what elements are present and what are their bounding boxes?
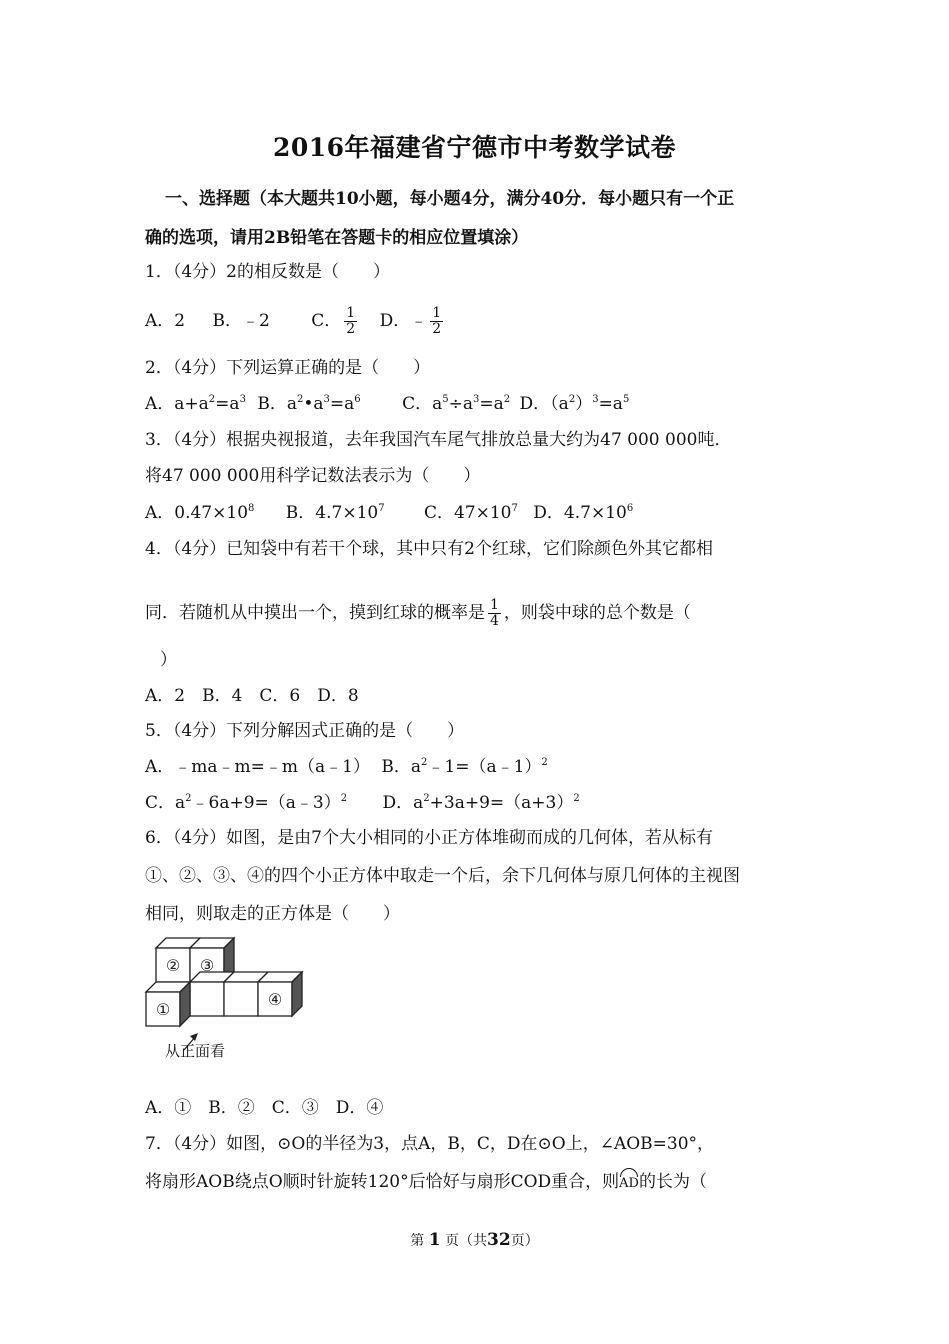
q4-line3: ） <box>160 650 177 670</box>
q3-line1: 3．（4分）根据央视报道，去年我国汽车尾气排放总量大约为47 000 000吨． <box>145 430 732 450</box>
q5-option-c: C．$a^2﹣6a+9=(a﹣3)^2$ <box>145 793 348 813</box>
figure-caption: 从正面看 <box>165 1042 226 1060</box>
q5-options-cd <box>145 791 580 815</box>
q1-options <box>145 306 446 337</box>
q5-options-ab <box>145 755 548 779</box>
q4-line1: 4．（4分）已知袋中有若干个球，其中只有2个红球，它们除颜色外其它都相 <box>145 539 713 559</box>
q5-option-a: A．﹣ma﹣m=﹣m（a﹣1） <box>145 757 370 777</box>
q2-stem: 2．（4分）下列运算正确的是（ ） <box>145 358 431 378</box>
q2-option-b: B．$a^2•a^3=a^6$ <box>257 394 361 414</box>
page-title: 2016年福建省宁德市中考数学试卷 <box>272 133 677 162</box>
q4-line2: 同．若随机从中摸出一个，摸到红球的概率是 $\frac{1}{4}$ ，则袋中球的总个数是（ <box>145 597 691 629</box>
q6-line2: ①、②、③、④的四个小正方体中取走一个后，余下几何体与原几何体的主视图 <box>145 866 740 886</box>
q6-options: A．① B．② C．③ D．④ <box>145 1098 384 1118</box>
q2-options <box>145 392 629 416</box>
q5-option-b: B．$a^2﹣1=(a﹣1)^2$ <box>381 757 548 777</box>
q4-options: A．2 B．4 C．6 D．8 <box>145 686 359 706</box>
q1-option-c: C． <box>311 311 342 331</box>
q6-line1: 6．（4分）如图，是由7个大小相同的小正方体堆砌而成的几何体，若从标有 <box>145 828 713 848</box>
cube-label-4: ④ <box>267 990 283 1009</box>
q3-option-b: B．$4.7\times 10^7$ <box>285 503 385 523</box>
q2-option-d: D．$(a^2)^3=a^5$ <box>519 394 630 414</box>
q2-option-a: A．$a+a^2=a^3$ <box>145 394 246 414</box>
page-footer: 第 1 页（共32页） <box>410 1230 539 1250</box>
section-heading-line2: 确的选项，请用2B铅笔在答题卡的相应位置填涂） <box>145 228 529 248</box>
q5-stem: 5．（4分）下列分解因式正确的是（ ） <box>145 721 465 741</box>
q1-option-d: D．﹣ <box>379 311 428 331</box>
q1-option-a: A．2 <box>145 311 186 331</box>
q7-line2: 将扇形AOB绕点O顺时针旋转120°后恰好与扇形COD重合，则AD的长为（ <box>145 1170 707 1196</box>
total-pages: 32 <box>487 1230 511 1250</box>
q3-options <box>145 501 633 525</box>
page-number: 1 <box>428 1230 441 1250</box>
q2-option-c: C．$a^5\div a^3=a^2$ <box>402 394 511 414</box>
q4-fraction: $\frac{1}{4}$ <box>490 597 499 629</box>
section-heading-line1: 一、选择题（本大题共10小题，每小题4分，满分40分．每小题只有一个正 <box>165 189 735 209</box>
q3-option-a: A．$0.47\times 10^8$ <box>145 503 255 523</box>
q3-option-c: C．$47\times 10^7$ <box>423 503 518 523</box>
cube-label-3: ③ <box>199 956 215 975</box>
arc-ad-label: AD <box>619 1172 639 1196</box>
q1-fraction-c: $\frac{1}{2}$ <box>346 305 356 337</box>
q1-option-b: B．﹣2 <box>212 311 270 331</box>
q7-line1: 7．（4分）如图，⊙O的半径为3，点A，B，C，D在⊙O上，∠AOB=30°， <box>145 1134 715 1154</box>
q6-line3: 相同，则取走的正方体是（ ） <box>145 904 400 924</box>
q3-line2: 将47 000 000用科学记数法表示为（ ） <box>145 466 481 486</box>
cube-label-2: ② <box>165 956 181 975</box>
q1-fraction-d: $\frac{1}{2}$ <box>432 305 442 337</box>
cube-front-b2 <box>190 982 224 1016</box>
q3-option-d: D．$4.7\times 10^6$ <box>533 503 634 523</box>
cube-front-b3 <box>224 982 258 1016</box>
cube-label-1: ① <box>155 1000 171 1019</box>
q5-option-d: D．$a^2+3a+9=(a+3)^2$ <box>382 793 580 813</box>
q1-stem: 1．（4分）2的相反数是（ ） <box>145 262 390 282</box>
